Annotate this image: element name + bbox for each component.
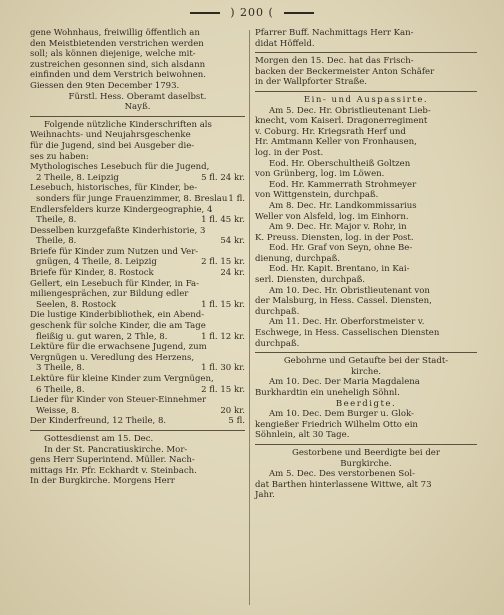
births-title: Gebohrne und Getaufte bei der Stadt- xyxy=(283,356,449,367)
book-detail: Theile, 8. xyxy=(36,215,77,226)
page-number: ) 200 ( xyxy=(230,6,274,19)
book-title-line: Lektüre für die erwachsene Jugend, zum xyxy=(30,342,207,353)
book-price-line xyxy=(30,416,245,427)
deaths-title: Gestorbene und Beerdigte bei der xyxy=(292,447,440,458)
text-line: in der Wallpforter Straße. xyxy=(255,77,368,88)
book-price: 5 fl. xyxy=(228,416,245,427)
service-notice xyxy=(30,445,245,487)
section-rule xyxy=(255,352,477,353)
book-price: 1 fl. xyxy=(228,193,245,204)
travel-line: Hr. Amtmann Keller von Fronhausen, xyxy=(255,137,417,148)
book-announcement xyxy=(30,120,245,162)
text-line: mittags Hr. Pfr. Eckhardt v. Steinbach. xyxy=(30,465,197,476)
book-title-line: geschenk für solche Kinder, die am Tage xyxy=(30,321,206,332)
section-rule xyxy=(255,91,477,92)
book-price-line xyxy=(30,215,245,226)
text-line: In der St. Pancratiuskirche. Mor- xyxy=(44,444,188,455)
text-line: backen der Beckermeister Anton Schäfer xyxy=(255,66,435,77)
book-title-line: Lesebuch, historisches, für Kinder, be- xyxy=(30,183,198,194)
travel-line: von Grünberg, log. im Löwen. xyxy=(255,169,385,180)
book-title-line: Lektüre für kleine Kinder zum Vergnügen, xyxy=(30,374,214,384)
book-detail: Briefe für Kinder, 8. Rostock xyxy=(30,268,154,279)
book-detail: 6 Theile, 8. xyxy=(36,384,85,395)
text-line: gene Wohnhaus, freiwillig öffentlich an xyxy=(30,28,200,38)
book-entry xyxy=(30,183,245,204)
book-price: 54 kr. xyxy=(220,236,245,247)
book-price: 2 fl. 15 kr. xyxy=(201,384,245,395)
travel-line: Am 8. Dec. Hr. Landkommissarius xyxy=(269,200,417,211)
left-column xyxy=(30,28,245,487)
travel-line: durchpaß. xyxy=(255,338,300,349)
book-title-line: Mythologisches Lesebuch für die Jugend, xyxy=(30,162,210,173)
text-line: Morgen den 15. Dec. hat das Frisch- xyxy=(255,56,414,67)
births-list xyxy=(255,377,477,398)
book-entry xyxy=(30,374,245,395)
book-price-line xyxy=(30,385,245,396)
book-price-line xyxy=(30,363,245,374)
book-title-line: Endlersfelders kurze Kindergeographie, 4 xyxy=(30,204,213,215)
book-price-line xyxy=(30,236,245,247)
book-price: 1 fl. 45 kr. xyxy=(201,215,245,226)
travel-entry xyxy=(255,222,477,243)
page-header xyxy=(0,6,504,24)
text-line: Giessen den 9ten December 1793. xyxy=(30,80,180,91)
travel-line: Am 5. Dec. Hr. Obristlieutenant Lieb- xyxy=(269,105,431,116)
book-entry xyxy=(30,310,245,342)
office-signoff: Fürstl. Hess. Oberamt daselbst. xyxy=(68,91,207,102)
travel-line: Eod. Hr. Graf von Seyn, ohne Be- xyxy=(269,243,413,254)
book-detail: fleißig u. gut waren, 2 Thle, 8. xyxy=(36,331,168,342)
funerals-list xyxy=(255,409,477,441)
service-continuation xyxy=(255,28,477,49)
book-detail: Seelen, 8. Rostock xyxy=(36,299,117,310)
book-detail: sonders für junge Frauenzimmer, 8. Breslau xyxy=(36,193,228,204)
service-title: Gottesdienst am 15. Dec. xyxy=(44,433,154,444)
text-line: für die Jugend, sind bei Ausgeber die- xyxy=(30,140,195,151)
book-detail: gnügen, 4 Theile, 8. Leipzig xyxy=(36,257,157,268)
book-price: 20 kr. xyxy=(220,405,245,416)
book-price: 5 fl. 24 kr. xyxy=(201,172,245,183)
travel-line: der Malsburg, in Hess. Cassel. Diensten, xyxy=(255,296,432,307)
book-detail: Theile, 8. xyxy=(36,236,77,247)
text-line: didat Höffeld. xyxy=(255,38,315,49)
travel-line: K. Preuss. Diensten, log. in der Post. xyxy=(255,232,414,243)
section-rule xyxy=(30,116,245,117)
travel-line: log. in der Post. xyxy=(255,147,324,158)
travel-entry xyxy=(255,201,477,222)
text-line: einfinden und dem Verstrich beiwohnen. xyxy=(30,70,206,81)
book-price: 2 fl. 15 kr. xyxy=(201,257,245,268)
text-line: In der Burgkirche. Morgens Herr xyxy=(30,476,175,487)
travel-title: Ein- und Auspassirte. xyxy=(303,94,429,105)
book-price-line xyxy=(30,300,245,311)
book-price-line xyxy=(30,406,245,417)
travel-line: von Wittgenstein, durchpaß. xyxy=(255,190,379,201)
text-line: Am 5. Dec. Des verstorbenen Sol- xyxy=(269,469,415,480)
book-price: 1 fl. 15 kr. xyxy=(201,299,245,310)
section-rule xyxy=(30,430,245,431)
travel-entry xyxy=(255,317,477,349)
book-entry xyxy=(30,226,245,247)
funerals-title: Beerdigte. xyxy=(335,398,397,409)
travel-entry xyxy=(255,264,477,285)
book-entry xyxy=(30,416,245,427)
book-detail: Der Kinderfreund, 12 Theile, 8. xyxy=(30,416,167,427)
travel-line: knecht, vom Kaiserl. Dragonerregiment xyxy=(255,116,428,127)
text-line: Söhnlein, alt 30 Tage. xyxy=(255,430,350,441)
bakery-notice xyxy=(255,56,477,88)
travel-list xyxy=(255,106,477,350)
travel-line: Am 10. Dec. Hr. Obristlieutenant von xyxy=(269,285,430,296)
section-rule xyxy=(255,444,477,445)
book-price-line xyxy=(30,257,245,268)
text-line: Am 10. Dec. Der Maria Magdalena xyxy=(269,377,420,388)
travel-line: Am 11. Dec. Hr. Oberforstmeister v. xyxy=(269,317,425,328)
births-title-2: kirche. xyxy=(350,366,382,377)
column-divider xyxy=(249,30,250,605)
section-rule xyxy=(255,52,477,53)
text-line: Pfarrer Buff. Nachmittags Herr Kan- xyxy=(255,28,414,38)
travel-entry xyxy=(255,243,477,264)
travel-line: Eod. Hr. Oberschultheiß Goltzen xyxy=(269,158,411,169)
book-price-line xyxy=(30,194,245,205)
text-line: zustreichen gesonnen sind, sich alsdann xyxy=(30,59,206,70)
travel-entry xyxy=(255,159,477,180)
book-entry xyxy=(30,279,245,311)
text-line: Weihnachts- und Neujahrsgeschenke xyxy=(30,130,191,141)
book-price: 1 fl. 12 kr. xyxy=(201,331,245,342)
travel-line: v. Coburg. Hr. Kriegsrath Herf und xyxy=(255,126,406,137)
book-detail: 3 Theile, 8. xyxy=(36,363,85,374)
book-title-line: Briefe für Kinder zum Nutzen und Ver- xyxy=(30,246,199,257)
book-price-line xyxy=(30,332,245,343)
right-column xyxy=(255,28,477,501)
text-line: den Meistbietenden verstrichen werden xyxy=(30,38,204,49)
book-list xyxy=(30,162,245,427)
book-entry xyxy=(30,205,245,226)
travel-line: Eod. Hr. Kapit. Brentano, in Kai- xyxy=(269,264,410,275)
book-price: 24 kr. xyxy=(220,268,245,279)
book-detail: Weisse, 8. xyxy=(36,405,80,416)
auction-notice xyxy=(30,28,245,92)
text-line: dat Barthen hinterlassene Wittwe, alt 73 xyxy=(255,479,432,490)
header-dash-right xyxy=(284,12,314,14)
travel-entry xyxy=(255,180,477,201)
book-title-line: Gellert, ein Lesebuch für Kinder, in Fa- xyxy=(30,278,200,289)
travel-line: dienung, durchpaß. xyxy=(255,253,341,264)
book-price: 1 fl. 30 kr. xyxy=(201,363,245,374)
text-line: soll; als können diejenige, welche mit- xyxy=(30,49,196,60)
travel-entry xyxy=(255,286,477,318)
book-title-line: Vergnügen u. Veredlung des Herzens, xyxy=(30,352,195,363)
text-line: Am 10. Dec. Dem Burger u. Glok- xyxy=(269,409,414,420)
travel-line: Eod. Hr. Kammerrath Strohmeyer xyxy=(269,179,417,190)
book-price-line xyxy=(30,173,245,184)
book-title-line: Desselben kurzgefaßte Kinderhistorie, 3 xyxy=(30,225,206,236)
travel-line: Eschwege, in Hess. Casselischen Diensten xyxy=(255,328,440,339)
text-line: Jahr. xyxy=(255,490,275,501)
text-line: ses zu haben: xyxy=(30,151,89,162)
book-title-line: miliengesprächen, zur Bildung edler xyxy=(30,289,189,300)
book-entry xyxy=(30,162,245,183)
book-detail: 2 Theile, 8. Leipzig xyxy=(36,172,119,183)
header-dash-left xyxy=(190,12,220,14)
book-entry xyxy=(30,342,245,374)
signature: Nayß. xyxy=(124,102,151,113)
book-title-line: Die lustige Kinderbibliothek, ein Abend- xyxy=(30,310,205,321)
book-entry xyxy=(30,247,245,268)
text-line: kengießer Friedrich Wilhelm Otto ein xyxy=(255,419,418,430)
deaths-title-2: Burgkirche. xyxy=(340,458,392,469)
book-price-line xyxy=(30,268,245,279)
book-entry xyxy=(30,268,245,279)
book-entry xyxy=(30,395,245,416)
travel-line: Am 9. Dec. Hr. Major v. Rohr, in xyxy=(269,222,407,233)
deaths-list xyxy=(255,469,477,501)
travel-line: Weller von Alsfeld, log. im Einhorn. xyxy=(255,211,409,222)
text-line: gens Herr Superintend. Müller. Nach- xyxy=(30,455,195,466)
travel-line: serl. Diensten, durchpaß. xyxy=(255,275,366,286)
text-line: Folgende nützliche Kinderschriften als xyxy=(44,119,212,130)
travel-line: durchpaß. xyxy=(255,306,300,317)
travel-entry xyxy=(255,106,477,159)
text-line: Burkhardtin ein uneheligh Söhnl. xyxy=(255,388,400,398)
book-title-line: Lieder für Kinder von Steuer-Einnehmer xyxy=(30,395,207,406)
